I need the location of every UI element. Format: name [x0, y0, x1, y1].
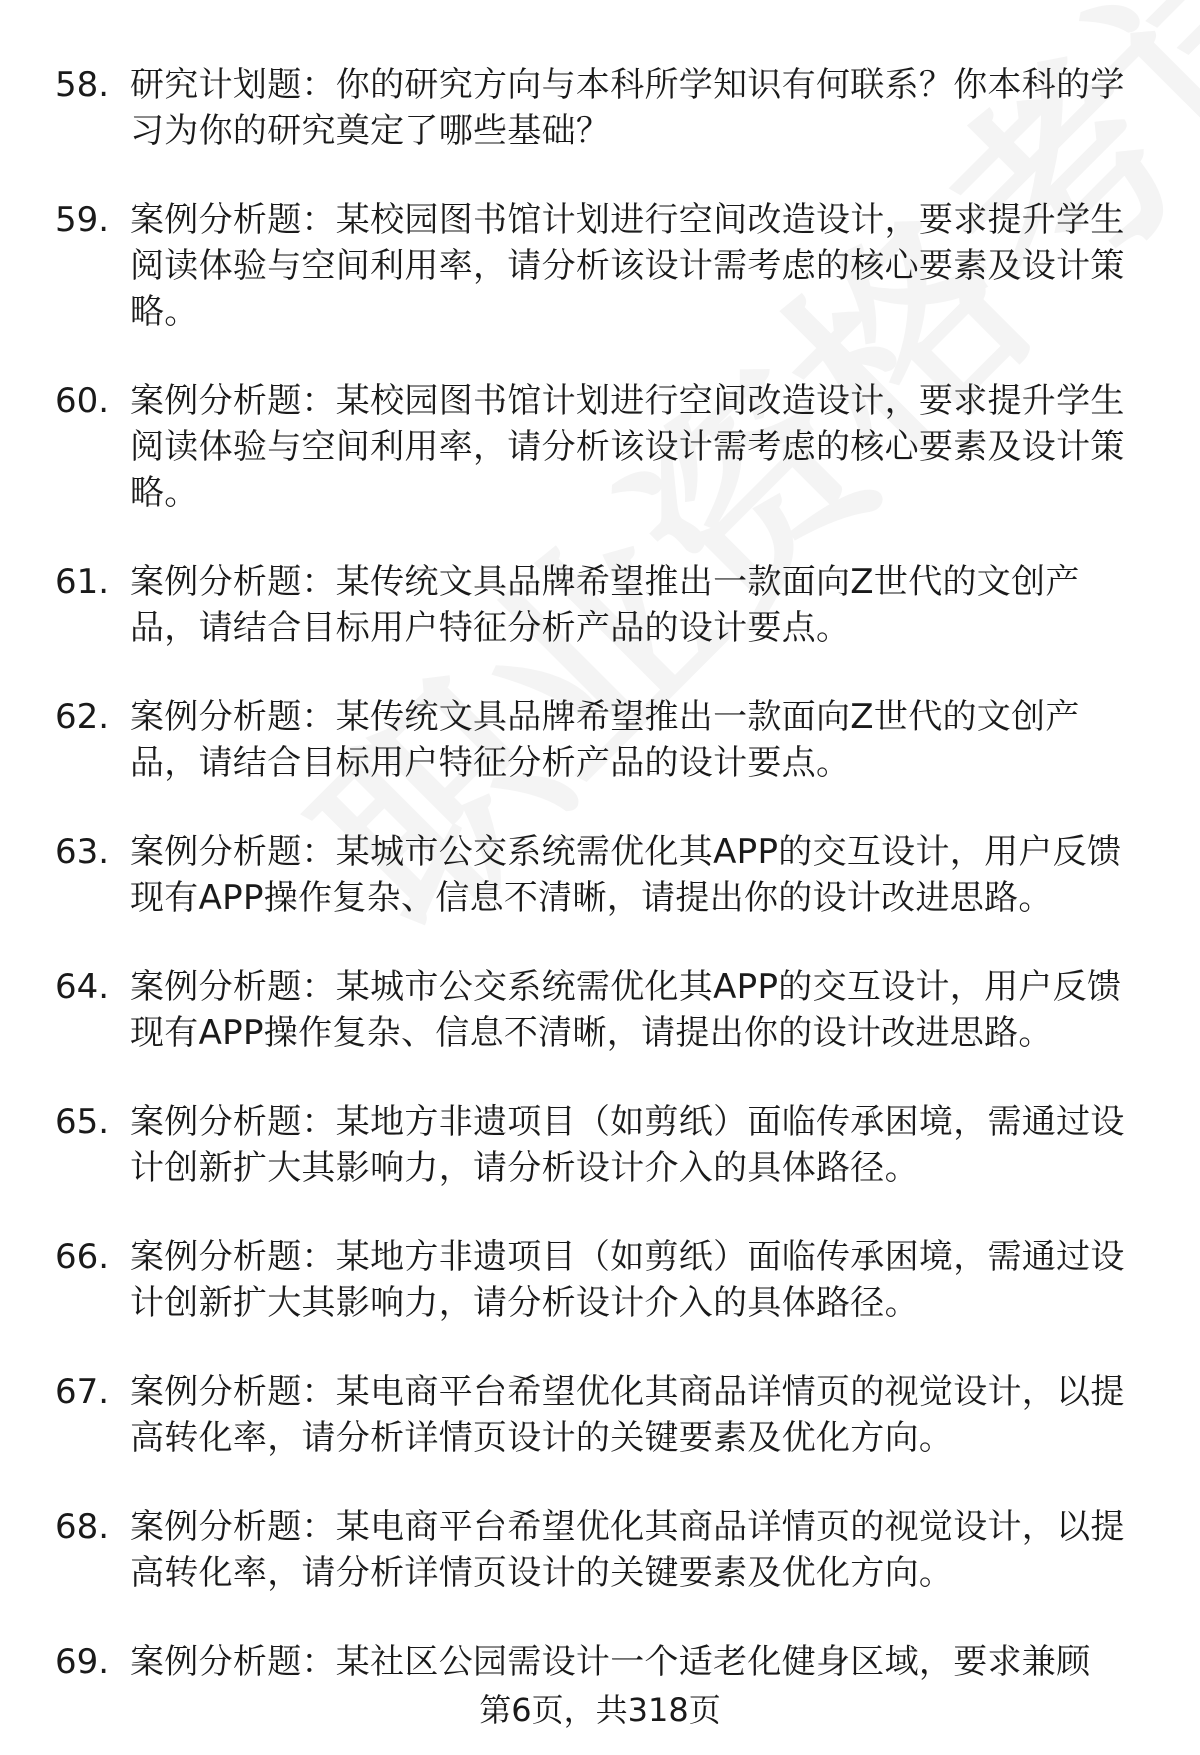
question-item — [0, 1234, 1200, 1326]
question-number: 69. — [55, 1642, 110, 1682]
question-number: 67. — [55, 1372, 110, 1412]
question-number: 65. — [55, 1102, 110, 1142]
question-item — [0, 62, 1200, 154]
question-number: 63. — [55, 832, 110, 872]
question-number: 58. — [55, 65, 110, 105]
question-item — [0, 197, 1200, 335]
question-list — [0, 62, 1200, 1728]
question-text: 案例分析题：某校园图书馆计划进行空间改造设计，要求提升学生阅读体验与空间利用率，请分析该设计需考虑的核心要素及设计策略。 — [130, 381, 1125, 513]
question-number: 62. — [55, 697, 110, 737]
question-text: 案例分析题：某城市公交系统需优化其APP的交互设计，用户反馈现有APP操作复杂、信息不清晰，请提出你的设计改进思路。 — [130, 832, 1122, 918]
question-number: 64. — [55, 967, 110, 1007]
question-item — [0, 1639, 1200, 1685]
question-item — [0, 1369, 1200, 1461]
question-number: 60. — [55, 381, 110, 421]
question-item — [0, 1099, 1200, 1191]
page-footer: 第6页，共318页 — [479, 1691, 721, 1729]
question-item — [0, 1504, 1200, 1596]
question-text: 案例分析题：某传统文具品牌希望推出一款面向Z世代的文创产品，请结合目标用户特征分析产品的设计要点。 — [130, 697, 1080, 783]
question-item — [0, 559, 1200, 651]
question-text: 案例分析题：某地方非遗项目（如剪纸）面临传承困境，需通过设计创新扩大其影响力，请分析设计介入的具体路径。 — [130, 1237, 1125, 1323]
question-item — [0, 694, 1200, 786]
question-text: 案例分析题：某地方非遗项目（如剪纸）面临传承困境，需通过设计创新扩大其影响力，请分析设计介入的具体路径。 — [130, 1102, 1125, 1188]
question-text: 案例分析题：某电商平台希望优化其商品详情页的视觉设计，以提高转化率，请分析详情页设计的关键要素及优化方向。 — [130, 1507, 1125, 1593]
question-text: 案例分析题：某城市公交系统需优化其APP的交互设计，用户反馈现有APP操作复杂、信息不清晰，请提出你的设计改进思路。 — [130, 967, 1122, 1053]
question-number: 61. — [55, 562, 110, 602]
question-item — [0, 964, 1200, 1056]
question-text: 案例分析题：某电商平台希望优化其商品详情页的视觉设计，以提高转化率，请分析详情页设计的关键要素及优化方向。 — [130, 1372, 1125, 1458]
question-item — [0, 378, 1200, 516]
question-number: 59. — [55, 200, 110, 240]
question-text: 案例分析题：某校园图书馆计划进行空间改造设计，要求提升学生阅读体验与空间利用率，请分析该设计需考虑的核心要素及设计策略。 — [130, 200, 1125, 332]
question-item — [0, 829, 1200, 921]
question-number: 66. — [55, 1237, 110, 1277]
question-text: 案例分析题：某社区公园需设计一个适老化健身区域，要求兼顾 — [130, 1642, 1091, 1682]
question-number: 68. — [55, 1507, 110, 1547]
question-text: 研究计划题：你的研究方向与本科所学知识有何联系？你本科的学习为你的研究奠定了哪些基础？ — [130, 65, 1125, 151]
question-text: 案例分析题：某传统文具品牌希望推出一款面向Z世代的文创产品，请结合目标用户特征分析产品的设计要点。 — [130, 562, 1080, 648]
